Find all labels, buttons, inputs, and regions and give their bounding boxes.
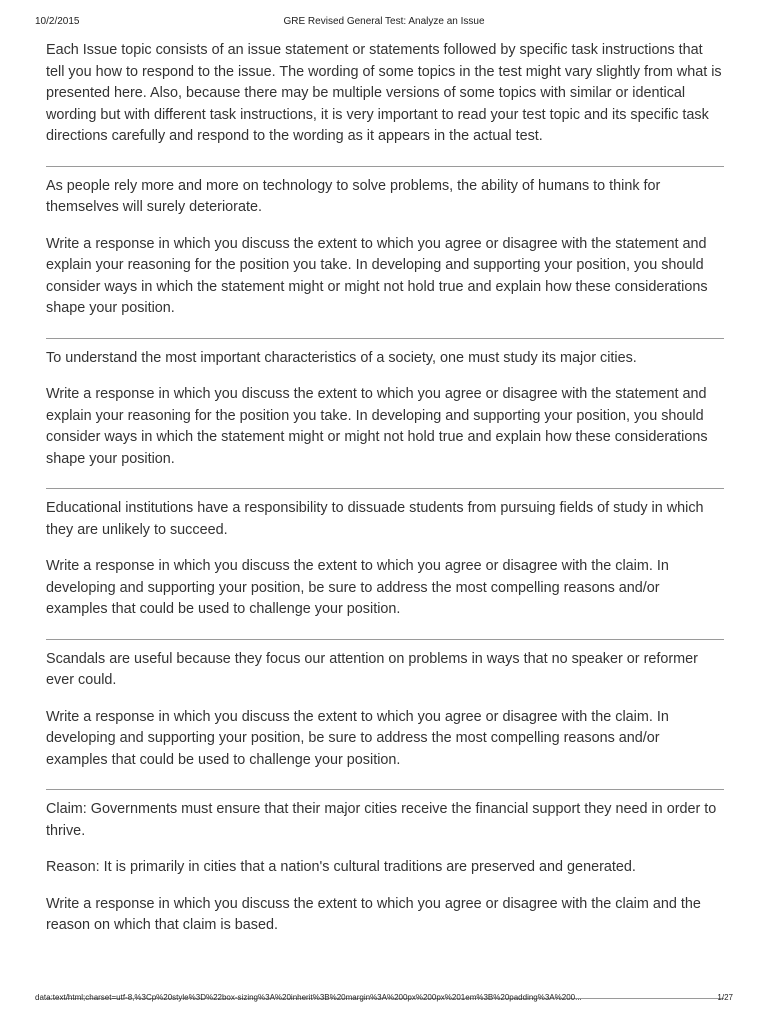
issue-topic-4: [46, 639, 724, 772]
issue-topic-2: [46, 338, 724, 471]
issue-statement: Educational institutions have a responsibility to dissuade students from pursuing fields of study in which they are unlikely to succeed.: [46, 500, 704, 538]
issue-reason: Reason: It is primarily in cities that a nation's cultural traditions are preserved and generated.: [46, 859, 636, 875]
task-instructions: Write a response in which you discuss the extent to which you agree or disagree with the statement and explain your reasoning for the position you take. In developing and supporting your position, you should consider ways in which the statement might or might not hold true and explain how these considerations shape your position.: [46, 386, 708, 467]
print-header: [35, 16, 733, 30]
issue-topic-5: [46, 789, 724, 937]
document-title: GRE Revised General Test: Analyze an Issue: [283, 16, 485, 27]
issue-topic-3: [46, 488, 724, 621]
page-number: 1/27: [717, 993, 733, 1002]
intro-paragraph: Each Issue topic consists of an issue statement or statements followed by specific task instructions that tell you how to respond to the issue. The wording of some topics in the test might vary slightly from what is presented here. Also, because there may be multiple versions of some topics with similar or identical wording but with different task instructions, it is very important to read your test topic and its specific task directions carefully and respond to the wording as it appears in the actual test.: [46, 42, 722, 144]
source-url: data:text/html;charset=utf-8,%3Cp%20style%3D%22box-sizing%3A%20inherit%3B%20margin%3A%200px%200px%201em%3B%20padding%3A%200...: [35, 993, 582, 1002]
task-instructions: Write a response in which you discuss the extent to which you agree or disagree with the claim. In developing and supporting your position, be sure to address the most compelling reasons and/or examples that could be used to challenge your position.: [46, 708, 669, 768]
print-date: 10/2/2015: [35, 16, 80, 27]
task-instructions: Write a response in which you discuss the extent to which you agree or disagree with the claim and the reason on which that claim is based.: [46, 895, 701, 933]
issue-topic-1: [46, 166, 724, 320]
task-instructions: Write a response in which you discuss the extent to which you agree or disagree with the statement and explain your reasoning for the position you take. In developing and supporting your position, you should consider ways in which the statement might or might not hold true and explain how these considerations shape your position.: [46, 235, 708, 316]
issue-statement: As people rely more and more on technology to solve problems, the ability of humans to think for themselves will surely deteriorate.: [46, 177, 661, 215]
issue-statement: Scandals are useful because they focus our attention on problems in ways that no speaker or reformer ever could.: [46, 650, 698, 688]
issue-statement: To understand the most important characteristics of a society, one must study its major cities.: [46, 349, 637, 366]
task-instructions: Write a response in which you discuss the extent to which you agree or disagree with the claim. In developing and supporting your position, be sure to address the most compelling reasons and/or examples that could be used to challenge your position.: [46, 558, 669, 617]
print-footer: [35, 993, 733, 1007]
issue-claim: Claim: Governments must ensure that their major cities receive the financial support they need in order to thrive.: [46, 801, 717, 839]
page-content: [46, 40, 724, 937]
